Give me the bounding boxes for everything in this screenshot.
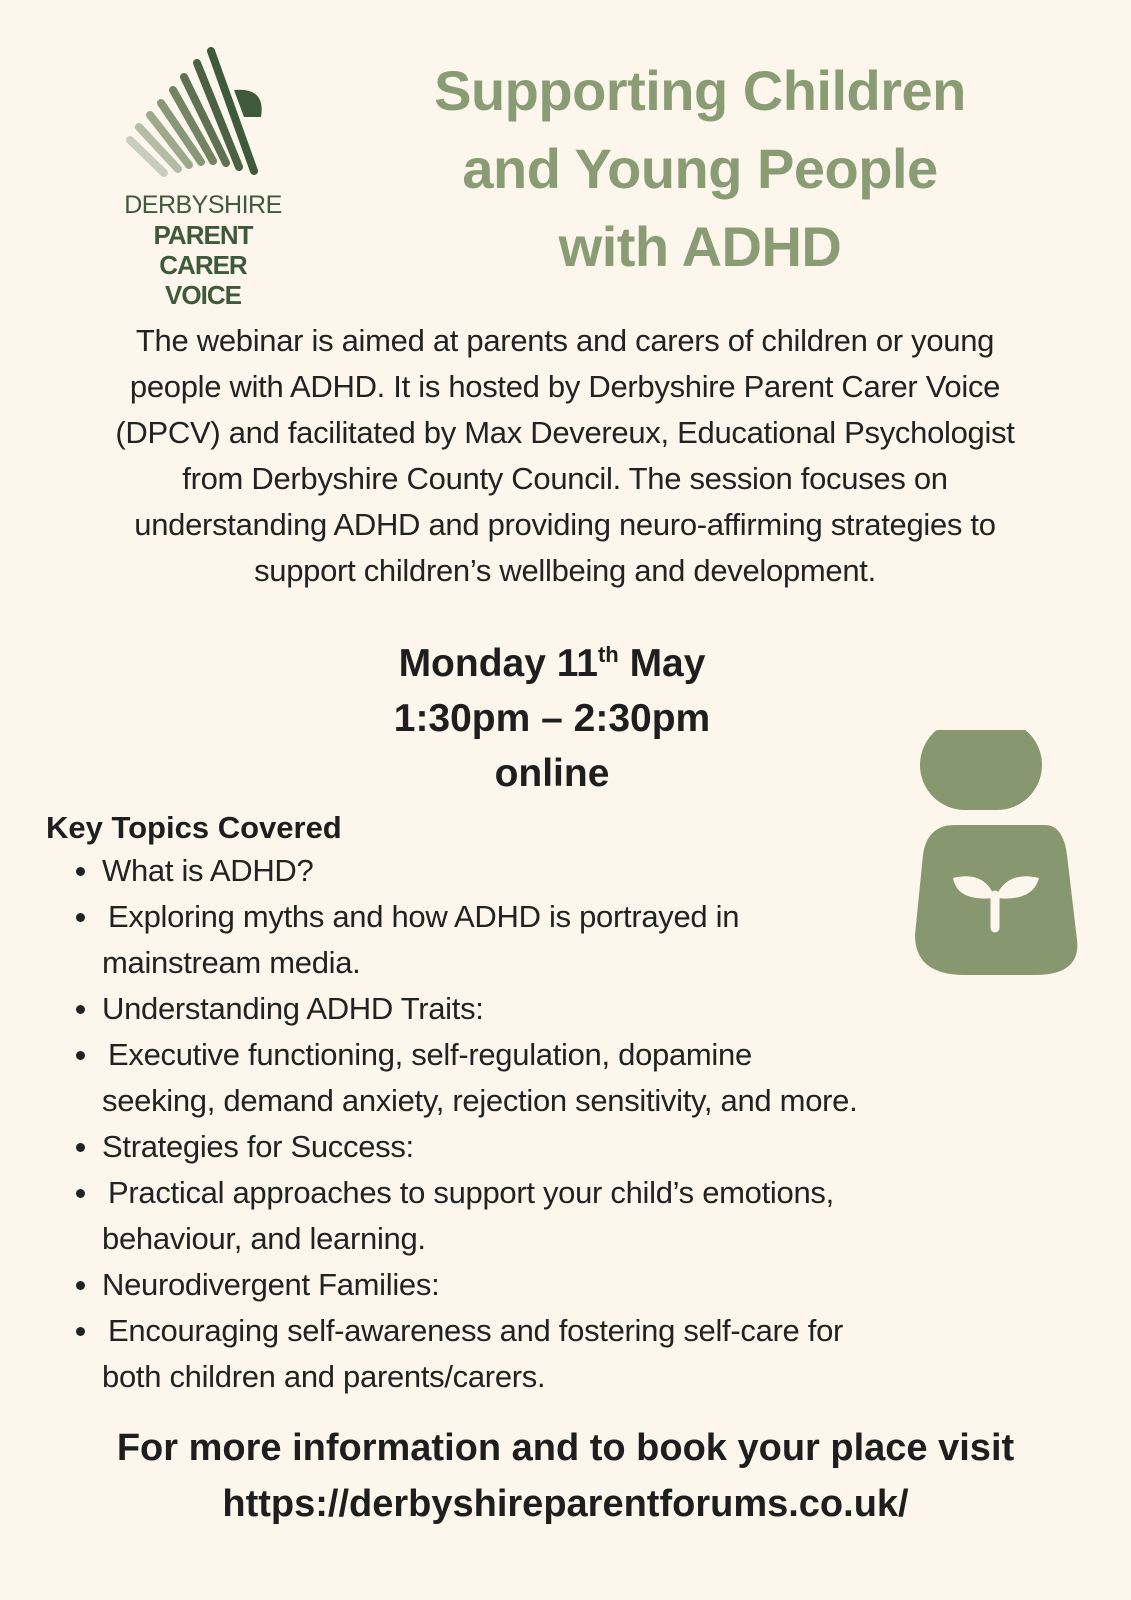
booking-url: https://derbyshireparentforums.co.uk/ [222, 1483, 909, 1525]
list-item [46, 1308, 1026, 1400]
bullet-icon [76, 1327, 85, 1336]
topic-text: Practical approaches to support your child’s emotions, [108, 1175, 834, 1210]
event-day-suffix: th [597, 642, 619, 667]
event-date [352, 636, 752, 691]
list-item [46, 1124, 1026, 1170]
list-item [46, 894, 1026, 986]
list-item [46, 1262, 1026, 1308]
intro-line-4: from Derbyshire County Council. The session focuses on [182, 461, 948, 496]
title-line-1: Supporting Children [434, 59, 966, 122]
topic-text: Executive functioning, self-regulation, dopamine [108, 1037, 752, 1072]
bullet-icon [76, 867, 85, 876]
title-line-3: with ADHD [558, 215, 842, 278]
striped-fan-logo-icon [126, 45, 276, 185]
bullet-icon [76, 1281, 85, 1290]
list-item [46, 986, 1026, 1032]
event-month: May [618, 642, 706, 685]
key-topics-list [46, 848, 1026, 1400]
topic-text: What is ADHD? [102, 853, 314, 888]
intro-line-6: support children’s wellbeing and development. [254, 553, 876, 588]
list-item [46, 848, 1026, 894]
bullet-icon [76, 1189, 85, 1198]
topic-text-cont: mainstream media. [102, 945, 361, 980]
bullet-icon [76, 913, 85, 922]
event-details [352, 636, 752, 801]
logo-text-parent-carer: PARENT CARER [153, 220, 253, 280]
booking-footer [0, 1420, 1131, 1532]
topic-text: Neurodivergent Families: [102, 1267, 440, 1302]
dpcv-logo [108, 45, 298, 310]
logo-text-voice: VOICE [165, 280, 241, 310]
intro-line-5: understanding ADHD and providing neuro-affirming strategies to [134, 507, 996, 542]
topic-text: Exploring myths and how ADHD is portrayed in [108, 899, 740, 934]
topic-text: Understanding ADHD Traits: [102, 991, 484, 1026]
intro-line-3: (DPCV) and facilitated by Max Devereux, Educational Psychologist [115, 415, 1015, 450]
title-line-2: and Young People [462, 137, 938, 200]
topic-text: Strategies for Success: [102, 1129, 414, 1164]
intro-line-2: people with ADHD. It is hosted by Derbyshire Parent Carer Voice [129, 369, 1001, 404]
intro-paragraph [40, 318, 1090, 594]
topic-text: Encouraging self-awareness and fostering self-care for [108, 1313, 844, 1348]
event-day: Monday 11 [398, 642, 598, 685]
logo-text-derbyshire: DERBYSHIRE [124, 191, 282, 219]
key-topics-section [46, 808, 1026, 1400]
booking-text: For more information and to book your place visit [116, 1427, 1015, 1469]
bullet-icon [76, 1143, 85, 1152]
topic-text-cont: both children and parents/carers. [102, 1359, 546, 1394]
event-location: online [494, 752, 610, 795]
key-topics-heading: Key Topics Covered [46, 810, 342, 845]
intro-line-1: The webinar is aimed at parents and carers of children or young [135, 323, 995, 358]
page-title [380, 52, 1020, 286]
bullet-icon [76, 1005, 85, 1014]
topic-text-cont: seeking, demand anxiety, rejection sensitivity, and more. [102, 1083, 858, 1118]
list-item [46, 1032, 1026, 1124]
topic-text-cont: behaviour, and learning. [102, 1221, 426, 1256]
bullet-icon [76, 1051, 85, 1060]
event-time: 1:30pm – 2:30pm [393, 697, 711, 740]
list-item [46, 1170, 1026, 1262]
